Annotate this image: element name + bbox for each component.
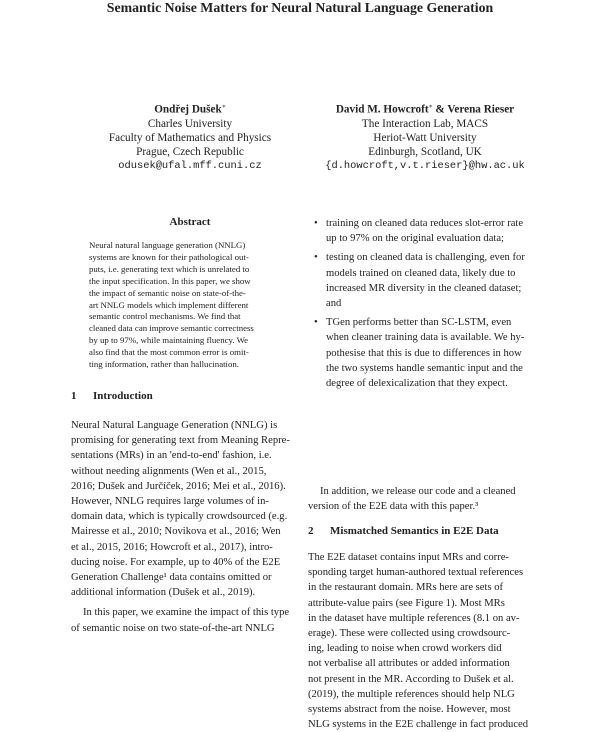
text-line: degree of delexicalization that they expect. (326, 378, 508, 390)
abstract-line: semantic control mechanisms. We find that (89, 311, 241, 322)
abstract-line: systems are known for their pathological out- (89, 251, 249, 262)
list-item (308, 315, 534, 391)
text-line: erage). These were collected using crowdsourc- (308, 628, 511, 640)
text-line: of semantic noise on two state-of-the-art NNLG (71, 622, 275, 634)
abstract-line: cleaned data can improve semantic correctness (89, 323, 254, 334)
section-title: Mismatched Semantics in E2E Data (330, 525, 499, 537)
text-line: et al., 2015, 2016; Howcroft et al., 2017), intro- (71, 541, 273, 553)
list-item (308, 250, 534, 311)
text-line: systems abstract from the noise. However, most (308, 704, 511, 716)
text-line: up to 97% on the original evaluation data; (326, 233, 504, 245)
abstract-line: art NNLG models which implement different (89, 299, 249, 310)
affiliation-line: Heriot-Watt University (373, 131, 477, 144)
text-line: 2016; Dušek and Jurčíček, 2016; Mei et al., 2016). (71, 480, 286, 492)
text-line: not verbalise all attributes or added information (308, 658, 510, 670)
section-heading-mismatched-semantics (308, 525, 499, 537)
section-title: Introduction (93, 390, 153, 402)
section2-paragraph (308, 550, 534, 732)
text-line: (2019), the multiple references should help NLG (308, 688, 515, 700)
author-name: & Verena Rieser (432, 103, 515, 116)
text-line: ing, leading to noise when crowd workers did (308, 643, 502, 655)
abstract-line: puts, i.e. generating text which is unrelated to (89, 263, 250, 274)
text-line: increased MR diversity in the cleaned dataset; (326, 282, 522, 294)
author-email[interactable]: {d.howcroft,v.t.rieser}@hw.ac.uk (325, 159, 525, 172)
text-line: In addition, we release our code and a cleaned (320, 486, 516, 497)
abstract-line: by up to 97%, while maintaining fluency. We (89, 335, 249, 346)
text-line: Generation Challenge¹ data contains omitted or (71, 572, 272, 584)
text-line: attribute-value pairs (see Figure 1). Most MRs (308, 597, 505, 609)
section-number: 2 (308, 525, 314, 537)
text-line: and (326, 298, 342, 310)
abstract-line: ting information, rather than hallucination. (89, 359, 239, 370)
affiliation-line: Edinburgh, Scotland, UK (368, 145, 482, 158)
abstract-line: the impact of semantic noise on state-of-the- (89, 287, 246, 298)
author-name: David M. Howcroft (335, 103, 429, 116)
abstract-heading: Abstract (169, 216, 211, 228)
text-line: However, NNLG requires large volumes of in- (71, 496, 269, 508)
text-line: not present in the MR. According to Dušek et al. (308, 673, 514, 685)
author-name: Ondřej Dušek (154, 103, 222, 116)
text-line: in the restaurant domain. MRs here are sets of (308, 582, 504, 594)
section-heading-introduction (71, 390, 153, 402)
text-line: NLG systems in the E2E challenge in fact produced (308, 719, 529, 731)
list-item (308, 216, 534, 246)
introduction-paragraph (71, 418, 297, 636)
affiliation-line: Prague, Czech Republic (136, 145, 244, 158)
text-line: The E2E dataset contains input MRs and corre- (308, 552, 509, 563)
text-line: In this paper, we examine the impact of this type (83, 607, 290, 619)
author-mark: ∗ (221, 104, 226, 110)
author-block-2 (290, 100, 560, 173)
text-line: additional information (Dušek et al., 2019). (71, 587, 256, 599)
author-mark: ∗ (428, 104, 433, 110)
paper-title: Semantic Noise Matters for Neural Natural Language Generation (106, 0, 494, 15)
text-line: ducing noise. For example, up to 40% of the E2E (71, 556, 281, 568)
release-paragraph (308, 484, 534, 514)
abstract-line: Neural natural language generation (NNLG) (89, 240, 246, 250)
text-line: in the dataset have multiple references (8.1 on av- (308, 612, 520, 624)
affiliation-line: Charles University (147, 117, 233, 130)
text-line: Mairesse et al., 2010; Novikova et al., 2016; Wen (71, 526, 281, 538)
abstract-line: the input specification. In this paper, we show (89, 275, 251, 286)
author-email[interactable]: odusek@ufal.mff.cuni.cz (118, 159, 262, 172)
text-line: Neural Natural Language Generation (NNLG) is (71, 420, 278, 431)
text-line: sponding target human-authored textual references (308, 567, 524, 579)
text-line: sentations (MRs) in an 'end-to-end' fashion, i.e. (71, 450, 272, 462)
text-line: version of the E2E data with this paper.³ (308, 501, 479, 513)
affiliation-line: Faculty of Mathematics and Physics (108, 131, 272, 144)
abstract-line: also find that the most common error is omit- (89, 347, 249, 358)
text-line: • training on cleaned data reduces slot-error rate (326, 218, 524, 229)
text-line: the two systems handle semantic input and the (326, 362, 523, 374)
text-line: without needing alignments (Wen et al., 2015, (71, 465, 267, 477)
text-line: • testing on cleaned data is challenging, even for (326, 252, 525, 264)
text-line: promising for generating text from Meaning Repre- (71, 435, 290, 447)
section-number: 1 (71, 390, 77, 402)
affiliation-line: The Interaction Lab, MACS (361, 117, 489, 130)
text-line: • TGen performs better than SC-LSTM, even (326, 317, 512, 329)
abstract-text (89, 240, 293, 371)
text-line: domain data, which is typically crowdsourced (e.g. (71, 511, 288, 523)
text-line: when cleaner training data is available. We hy- (326, 332, 525, 344)
contribution-list (308, 216, 534, 395)
text-line: pothesise that this is due to differences in how (326, 347, 522, 359)
text-line: models trained on cleaned data, likely due to (326, 267, 516, 279)
author-block-1 (70, 100, 310, 173)
